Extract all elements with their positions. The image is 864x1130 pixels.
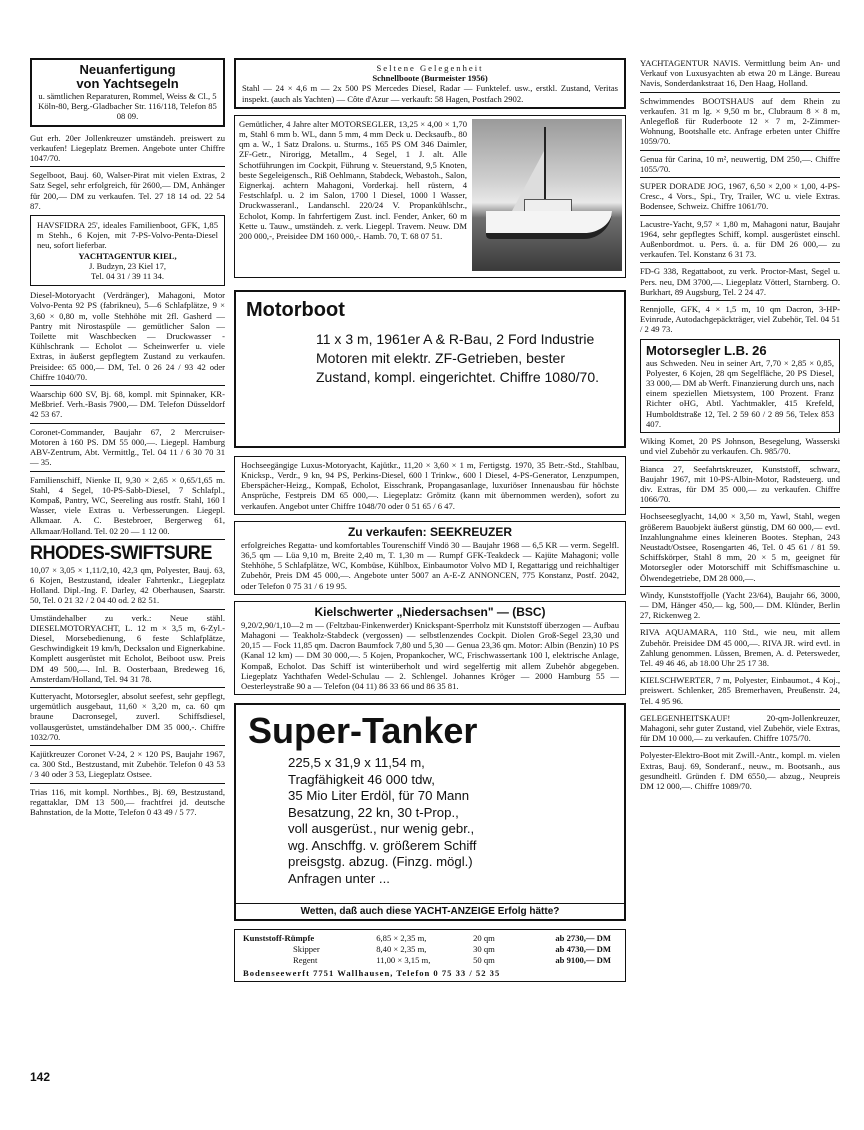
ad-line: Besatzung, 22 kn, 30 t-Prop., [288,804,459,820]
ad-hochseeseglyacht: Hochseeseglyacht, 14,00 × 3,50 m, Yawl, Stahl, wegen größerem Bauobjekt äußerst günstig, DM 60 000,— evtl. Inzahlungnahme eines kleineren Bootes. Stephan, 243 Neustadt/Ostsee, Rosengarten 46, Tel. 0 45 61 / 81 59. Schiffskörper, Stahl 8 mm, 20 × 5 m, geeignet für Motorsegler oder Motorschiff mit Schiffsmaschine u. Ölwendegetriebe, DM 28 000,—. [640,511,840,583]
ad-text: Gemütlicher, 4 Jahre alter MOTORSEGLER, 13,25 × 4,00 × 1,70 m, Stahl 6 mm b. WL, dann 5 mm, 4 mm Deck u. Decksaufb., 80 qm a. W., 1 Satz Dralons. u. Sturms., 165 PS OM 346 Daimler, ZF-Getr., Nirorigg, Metallm., 4 Segel, 1 J. alt. Alle Schotführungen im Cockpit, Führung v. Steuerstand, 9,5 Knoten, beste Segeleigensch., Riß Oehlmann, Stabdeck, Webastoh., Salon, Eignerkaj. achtern Mahagoni, Vorderkaj. hell rüstern, 4 Festschlafpl. u. 2 im Salon, 1700 l Diesel, 1000 l Wasser, Druckwasseranl., Landanschl. 220/24 V. Propankühlschr., Echolot, Komp. In fahrfertigem Zust. incl. Fender, Anker, 60 m Kette u. Tauw., umständeh. z. verk. Liegepl. Travem. Neuw. DM 200 000,-, Preisidee DM 160 000,-. Hamb. 70, T. 68 07 51. [239,118,467,242]
ad-gelegenheitskauf: GELEGENHEITSKAUF! 20-qm-Jollenkreuzer, Mahagoni, sehr guter Zustand, viel Zubehör, viele Extras, für DM 10 000,— zu verkaufen. Chiffre 1075/70. [640,712,840,744]
ad-fd-g: FD-G 338, Regattaboot, zu verk. Proctor-Mast, Segel u. Pers. neu, DM 3700,—. Liegeplatz Vötterl, Starnberg. O. Burkhart, 89 Augsburg, Tel. 2 24 47. [640,266,840,297]
divider [640,150,840,151]
ad-title: Super-Tanker [248,710,478,752]
ad-title-rhodes: RHODES-SWIFTSURE [30,542,212,564]
cell-name: Kunststoff-Rümpfe [243,933,315,944]
column-left [30,58,225,817]
cell-dims: 11,00 × 3,15 m, [376,955,431,966]
ad-title: Motorsegler L.B. 26 [646,342,767,358]
ad-footer: Wetten, daß auch diese YACHT-ANZEIGE Erfolg hätte? [236,903,624,919]
ad-neuanfertigung [30,58,225,127]
divider [30,166,225,167]
divider [640,460,840,461]
cell-name: Regent [293,955,318,966]
cell-price: ab 2730,— DM [555,933,611,944]
ad-footer: Bodenseewerft 7751 Wallhausen, Telefon 0 75 33 / 52 35 [243,968,501,979]
divider [30,385,225,386]
ad-umstaendehalber: Umständehalber zu verk.: Neue stähl. DIESELMOTORYACHT, L. 12 m × 3,5 m, 6-Zyl.-Diesel, Morsebedienung, 6 feste Schlafplätze, Geschwindigkeit 19 km/h, Decksalon und Eignerkabine. Komplett ausgerüstet mit Echolot, Beiboot usw. Preis DM 49 500,—. Inl. B. Oosterbaan, Bredeweg 16, Amsterdam/Holland, Tel. 94 31 78. [30,612,225,684]
ad-riva: RIVA AQUAMARA, 110 Std., wie neu, mit allem Zubehör. Preisidee DM 45 000,—. RIVA JR. wird evtl. in Zahlung genommen. Lüssen, Bremen, A. d. Petersweder, Tel. 49 46 46, ab 18.00 Uhr 25 17 38. [640,627,840,668]
ad-address: J. Budzyn, 23 Kiel 17, [88,260,167,271]
table-row [243,933,617,944]
cell-price: ab 9100,— DM [555,955,611,966]
divider [640,262,840,263]
ad-title: Motorboot [246,298,345,321]
ad-line: voll ausgerüst., nur wenig gebr., [288,821,475,837]
ad-text: HAVSFIDRA 25', ideales Familienboot, GFK, 1,85 m Stehh., 6 Kojen, mit 7-PS-Volvo-Penta-Diesel neu, sofort lieferbar. [37,220,218,251]
divider [640,300,840,301]
divider [30,471,225,472]
ad-polyester-elektro-boot: Polyester-Elektro-Boot mit Zwill.-Antr., kompl. m. vielen Extras, Bauj. 69, Sonderanf., neuw., m. Bootsanh., aus gesundheitl. Gründen f. DM 6550,— abzug., Neupreis DM 12 000,—. Chiffre 1089/70. [640,750,840,791]
ad-title: von Yachtsegeln [76,76,179,91]
ad-kunststoff-rumpfe [234,929,626,982]
ad-rhodes-text: 10,07 × 3,05 × 1,11/2,10, 42,3 qm, Polyester, Bauj. 63, 6 Kojen, Bestzustand, idealer Fahrtenkr., Liegeplatz Holland. Dipl.-Ing. F. Darley, 42 Oberhausen, Saarstr. 50, Tel. 0 21 32 / 2 04 40 od. 2 82 51. [30,564,225,606]
ad-motorboot [234,290,626,448]
divider [30,783,225,784]
ad-kielschwerter: KIELSCHWERTER, 7 m, Polyester, Einbaumot., 4 Koj., preiswert. Schlenker, 285 Bremerhaven, Preußenstr. 24, Tel. 4 95 96. [640,675,840,706]
cell-dims: 8,40 × 2,35 m, [376,944,427,955]
page-number: 142 [30,1070,51,1084]
ad-line: wg. Anschffg. v. größerem Schiff [288,837,477,853]
ad-line: Tragfähigkeit 46 000 tdw, [288,771,435,787]
table-row [243,955,617,966]
divider [640,92,840,93]
ad-text: Hochseegängige Luxus-Motoryacht, Kajütkr., 11,20 × 3,60 × 1 m, Fertigstg. 1970, 35 Betr.-Std., Stahlbau, Knicksp., Verdr., 9 kn, 94 PS, Perkins-Diesel, 600 l Trinkw., 600 l Diesel, 4-PS-Generator, Lenzpumpen, Eberspächer-Heizg., Kompaß, Echolot, Eisschrank, Propangasanlage, luxuriöser Innenausbau für höchste Ansprüche, Festpreis DM 65 000,—. Liegeplatz: Grömitz (kann mit übernommen werden), sofort zu verkaufen. Angebot unter Chiffre 1048/70 oder 0 51 65 / 6 47. [241,459,619,511]
ad-yachtagentur-navis: YACHTAGENTUR NAVIS. Vermittlung beim An- und Verkauf von Luxusyachten ab etwa 20 m Länge. Bureau Navis, Sonderdankstraat 16, Den Haag, Holland. [640,58,840,89]
ad-havsfidra [30,215,225,286]
ad-trias: Trias 116, mit kompl. Northbes., Bj. 69, Bestzustand, regattaklar, DM 13 500,— frachtfrei jd. deutsche Bahnstation, de la Motte, Telefon 0 43 49 / 5 77. [30,786,225,817]
cell-area: 50 qm [473,955,495,966]
ad-phone: Tel. 04 31 / 39 11 34. [90,271,165,282]
ad-title: Kielschwerter „Niedersachsen" — (BSC) [314,604,546,619]
ad-diesel-motoryacht: Diesel-Motoryacht (Verdränger), Mahagoni, Motor Volvo-Penta 92 PS (fabrikneu), 5—6 Schlafplätze, 9 × 3,60 × 0,80 m, volle Stehhöhe mit 2fl. Gasherd — Pantry mit Nirostaspüle — gemütlicher Salon — Toilette mit Waschbecken — Druckwasser - Kühlschrank — Echolot — Scheinwerfer u. viele Extras, in äußerst gepflegtem Zustand zu verkaufen. Preisidee: 65 000,— DM, Tel. 0 26 24 / 93 42 oder Chiffre 1040/70. [30,290,225,382]
ad-text: 9,20/2,90/1,10—2 m — (Feltzbau-Finkenwerder) Knickspant-Sperrholz mit Kunststoff überzogen — Aufbau Mahagoni — Teakholz-Stabdeck (vergossen) — selbstlenzendes Cockpit. Diolen Groß-Segel 23,30 und 20,15 — Fock 11,85 qm. Dacron Baumfock 7,80 und 5,30 — Genua 23,36 qm. Motor: Albin (Benzin) 10 PS (Kanal 12 km) — DM 30 000,—. 5 Kojen, Propankocher, WC, Frischwassertank 100 l, elektrische Anlage, Kompaß, Echolot. Das Schiff ist winterüberholt und wird segelfertig mit allem Zubehör abgegeben. Liegeplatz Yachthafen Wedel-Schulau — 2. Schlengel. Johannes Kröger — 2000 Hamburg 55 — Oesterleystraße 90 a — Telefon (04 11) 86 33 66 und 86 35 81. [241,619,619,692]
divider [30,539,225,540]
divider [640,671,840,672]
ad-genua: Genua für Carina, 10 m², neuwertig, DM 250,—. Chiffre 1055/70. [640,153,840,174]
ad-kicker: Seltene Gelegenheit [376,63,484,73]
ad-seekreuzer [234,521,626,595]
ad-kielschwerter-niedersachsen [234,601,626,695]
ad-line: 225,5 x 31,9 x 11,54 m, [288,755,425,771]
divider [30,423,225,424]
cell-area: 20 qm [473,933,495,944]
ad-line: 35 Mio Liter Erdöl, für 70 Mann [288,788,470,804]
ad-wiking-komet: Wiking Komet, 20 PS Johnson, Besegelung, Wasserski und viel Zubehör zu verkaufen. Ch. 985/70. [640,436,840,457]
ad-line: preisgstg. abzug. (Finzg. mögl.) [288,854,473,870]
column-right [640,58,840,791]
divider [640,623,840,624]
ad-bootshaus: Schwimmendes BOOTSHAUS auf dem Rhein zu verkaufen. 31 m lg. × 9,50 m br., Clubraum 8 × 8 m, Anlegefloß für Ruderboote 12 × 7 m, 2-Zimmer-Wohnung, Bootshalle etc. Anfrage erbeten unter Chiffre 1059/70. [640,95,840,147]
ad-windy: Windy, Kunststoffjolle (Yacht 23/64), Baujahr 66, 3000,— DM, Hänger 450,— kg, 500,— DM. Klünder, Berlin 27, Rickenweg 2. [640,589,840,621]
ad-schnellboote [234,58,626,109]
ad-title: Zu verkaufen: SEEKREUZER [347,524,513,539]
cell-name: Skipper [293,944,320,955]
ad-lacustre: Lacustre-Yacht, 9,57 × 1,80 m, Mahagoni natur, Baujahr 1964, sehr gepflegtes Schiff, kompl. ausgerüstet einschl. Außenbordmot. u. Pers. ü. a. für DM 26 000,— zu verkaufen. Tel. Konstanz 6 31 73. [640,218,840,260]
ad-text: erfolgreiches Regatta- und komfortables Tourenschiff Vindö 30 — Baujahr 1968 — 6,5 KR — verm. Segelfl. 36,5 qm — Lüa 9,10 m, Breite 2,40 m, T. 1,30 m — Rumpf GFK-Teakdeck — Kajüte Mahagoni; volle Stehhöhe, 5 Schlafplätze, WC, Kombüse, Kühlbox, Einbaumotor Volvo MD I, Regattarigg und reichhaltiger Zubehör, Preis DM 45 000,—. Angebote unter 5007 an A-E-Z ANNONCEN, 775 Konstanz, Postf. 2042, oder Telefon 0 75 31 / 6 19 95. [241,539,619,591]
divider [640,177,840,178]
ad-agent: YACHTAGENTUR KIEL, [78,250,177,261]
column-middle [234,58,626,982]
ad-rennjolle: Rennjolle, GFK, 4 × 1,5 m, 10 qm Dacron, 3-HP-Evinrude, Autodachgepäckträger, viel Zubehör, Tel. 04 51 / 2 49 73. [640,304,840,335]
divider [30,745,225,746]
ad-bianca: Bianca 27, Seefahrtskreuzer, Kunststoff, schwarz, Baujahr 1967, mit 10-PS-Albin-Motor, Radsteuerg. und div. Extras, für DM 35 000,— zu verkaufen. Chiffre 1066/70. [640,463,840,505]
ad-luxus-motoryacht [234,456,626,515]
ad-super-dorade: SUPER DORADE JOG, 1967, 6,50 × 2,00 × 1,00, 4-PS-Cresc., 4 Vors., Spi., Try, Trailer, WC u. viele Extras. Bodensee, Schweiz. Chiffre 1061/70. [640,181,840,212]
ad-text: aus Schweden. Neu in seiner Art, 7,70 × 2,85 × 0,85, Polyester, 6 Kojen, 28 qm Segelfläche, 20 PS Diesel, 33 000,— DM ab Werft. Finanzierung durch uns, nach einem speziellen Mietsystem, 100 Prozent. Franz Richter oHG, Abtl. Yachtmakler, 415 Krefeld, Humboldtstraße 12, Tel. 2 59 60 / 2 89 56, Telex 853 407. [646,357,834,429]
divider [640,507,840,508]
ad-segelboot: Segelboot, Bauj. 60, Walser-Pirat mit vielen Extras, 2 Satz Segel, sehr erfolgreich, für 2600,— DM, Anhänger für 200,— DM zu verkaufen. Tel. 27 18 14 od. 22 54 87. [30,170,225,211]
boat-photo [472,119,622,271]
divider [640,746,840,747]
ad-super-tanker [234,703,626,921]
ad-kutteryacht: Kutteryacht, Motorsegler, absolut seefest, sehr gepflegt, urgemütlich ausgebaut, 11,60 × 3,20 m, ca. 60 qm braune Dacronsegel, zuverl. Schiffsdiesel, vollausgerüstet, umständehalber DM 35 000,-. Chiffre 1032/70. [30,690,225,742]
cell-area: 30 qm [473,944,495,955]
divider [640,586,840,587]
divider [30,609,225,610]
divider [640,709,840,710]
ad-lines [288,755,612,887]
cell-dims: 6,85 × 2,35 m, [376,933,427,944]
price-table [243,933,617,966]
table-row [243,944,617,955]
ad-waarschip: Waarschip 600 SV, Bj. 68, kompl. mit Spinnaker, KR-Meßbrief. Verh.-Basis 7900,— DM. Telefon Düsseldorf 42 53 67. [30,389,225,420]
ad-title: Schnellboote (Burmeister 1956) [372,73,488,84]
ad-motorsegler-lb26 [640,339,840,433]
ad-motorsegler [234,115,626,278]
divider [30,687,225,688]
cell-price: ab 4730,— DM [555,944,611,955]
ad-title: Neuanfertigung [79,62,176,77]
ad-text: Stahl — 24 × 4,6 m — 2x 500 PS Mercedes Diesel, Radar — Funktelef. usw., erstkl. Zustand, Veritas inspekt. (auch als Yachten) — Côte d'Azur — verkauft: 58 Hagen, Postfach 2902. [242,83,618,104]
ad-text: u. sämtlichen Reparaturen, Rommel, Weiss & Cl., 5 Köln-80, Berg.-Gladbacher Str. 116/118, Telefon 85 08 09. [38,91,217,122]
ad-jollenkreuzer: Gut erh. 20er Jollenkreuzer umständeh. preiswert zu verkaufen! Liegeplatz Bremen. Angebote unter Chiffre 1047/70. [30,132,225,164]
ad-line: Anfragen unter ... [288,870,390,886]
ad-coronet-commander: Coronet-Commander, Baujahr 67, 2 Mercruiser-Motoren à 160 PS. DM 55 000,—. Liegepl. Hamburg ABV-Zentrum, Abt. Vermittlg., Tel. 04 11 / 6 30 70 31 — 35. [30,426,225,468]
ad-kajuetkreuzer: Kajütkreuzer Coronet V-24, 2 × 120 PS, Baujahr 1967, ca. 300 Std., Bestzustand, mit Zubehör. Telefon 0 43 53 / 3 40 oder 3 53, Liegeplatz Ostsee. [30,748,225,780]
ad-familienschiff: Familienschiff, Nienke II, 9,30 × 2,65 × 0,65/1,65 m. Stahl, 4 Segel, 10-PS-Sabb-Diesel, 7 Schlafpl., Kompaß, Pantry, WC, Seereling aus rostfr. Stahl, 160 l Wasser, viele Extras u. Verbesserungen. Liegepl. Alkmaar. A. C. Bestebroer, Bergerweg 61, Alkmaar/Holland. Tel. 02 20 — 1 12 00. [30,474,225,536]
ad-text: 11 x 3 m, 1961er A & R-Bau, 2 Ford Industrie Motoren mit elektr. ZF-Getrieben, bester Zustand, kompl. eingerichtet. Chiffre 1080/70. [316,330,600,385]
divider [640,215,840,216]
